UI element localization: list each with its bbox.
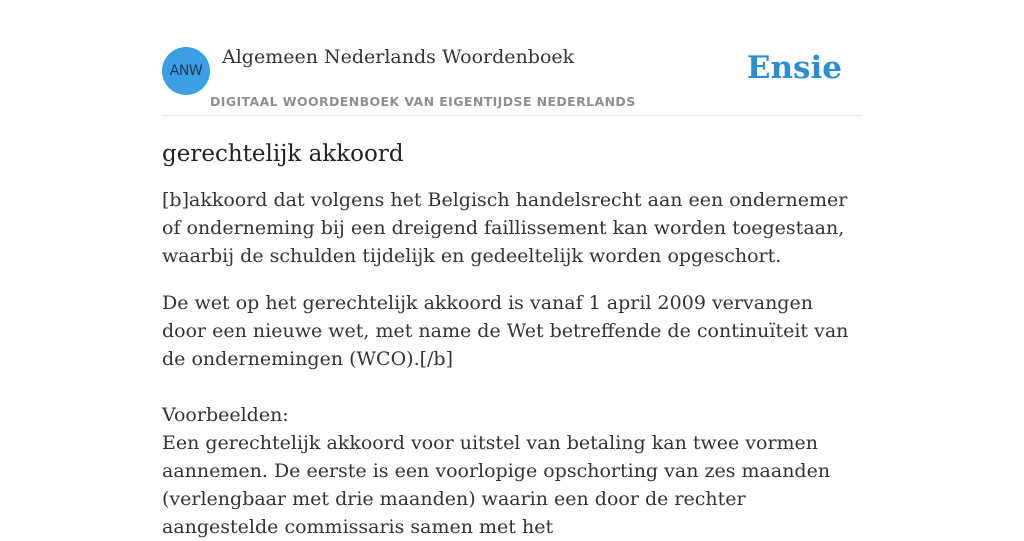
site-header [162, 0, 862, 116]
site-title[interactable]: Algemeen Nederlands Woordenboek [222, 46, 575, 68]
page [162, 0, 862, 538]
ensie-logo[interactable]: Ensie [746, 50, 842, 86]
dictionary-entry [162, 138, 862, 541]
site-tagline: DIGITAAL WOORDENBOEK VAN EIGENTIJDSE NEDERLANDS [210, 94, 636, 109]
anw-logo[interactable]: ANW [162, 47, 210, 95]
entry-notes-and-examples: De wet op het gerechtelijk akkoord is vanaf 1 april 2009 vervangen door een nieuwe wet, met name de Wet betreffende de continuïteit van de ondernemingen (WCO).[/b] Voorbeelden: Een gerechtelijk akkoord voor uitstel van betaling kan twee vormen aannemen. De eerste is een voorlopige opschorting van zes maanden (verlengbaar met drie maanden) waarin een door de rechter aangestelde commissaris samen met het [162, 292, 849, 538]
entry-headword: gerechtelijk akkoord [162, 141, 404, 167]
entry-definition: [b]akkoord dat volgens het Belgisch handelsrecht aan een ondernemer of onderneming bij een dreigend faillissement kan worden toegestaan, waarbij de schulden tijdelijk en gedeeltelijk worden opgeschort. [162, 189, 848, 267]
